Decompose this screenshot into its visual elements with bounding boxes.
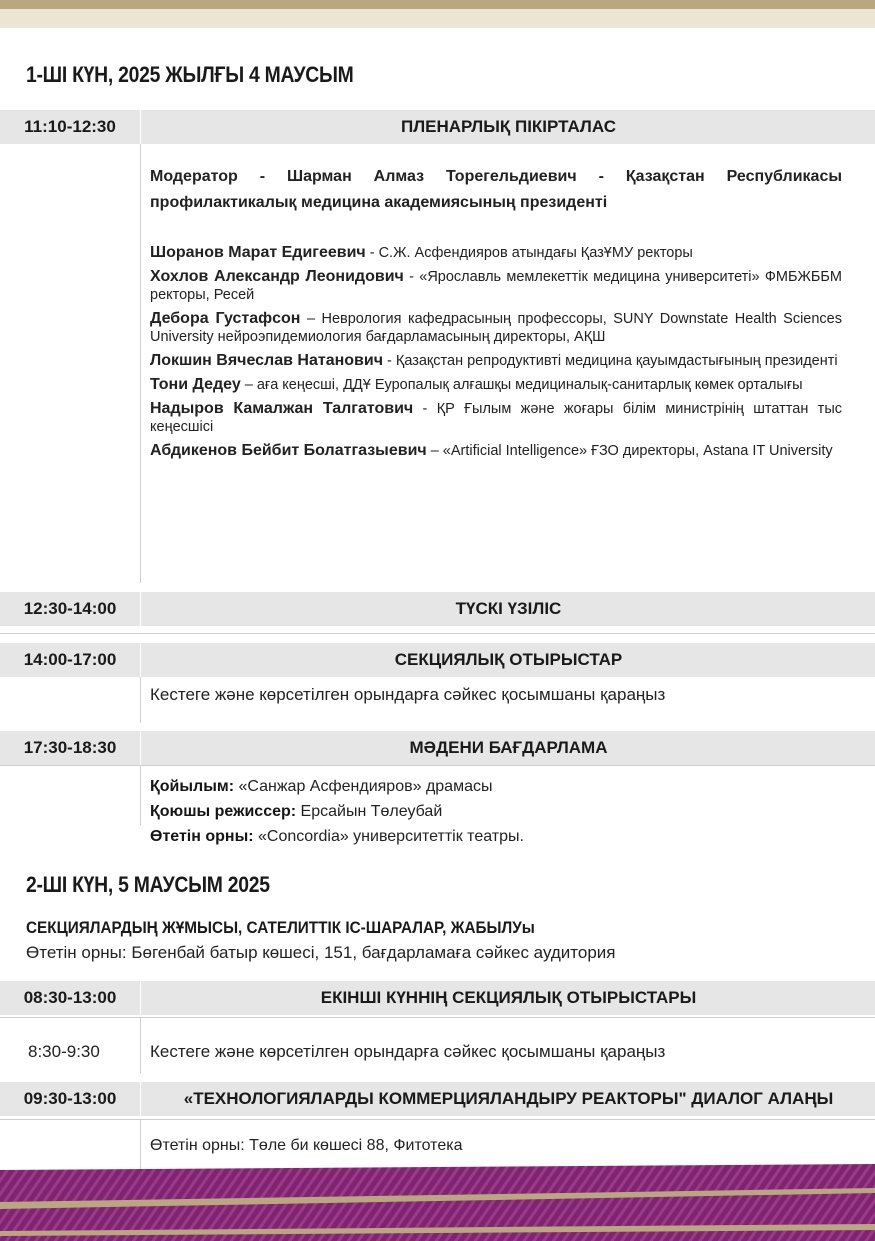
speaker-role: - «Ярославль мемлекеттік медицина университеті» ФМБЖББМ ректоры, Ресей xyxy=(150,269,842,303)
day2-row-time: 8:30-9:30 xyxy=(28,1042,100,1061)
day2-sections-header xyxy=(0,981,875,1015)
sections-time: 14:00-17:00 xyxy=(23,650,117,669)
speaker xyxy=(150,352,842,370)
culture-value: «Санжар Асфендияров» драмасы xyxy=(234,778,493,795)
dialog-header xyxy=(0,1082,875,1116)
time-column-line xyxy=(140,765,141,825)
culture-label: Қоюшы режиссер: xyxy=(150,803,297,820)
speaker-name: Надыров Камалжан Талгатович xyxy=(150,400,414,417)
culture-line xyxy=(150,824,842,849)
column-divider xyxy=(140,981,141,1015)
culture-header xyxy=(0,731,875,765)
row-separator xyxy=(0,765,875,766)
column-divider xyxy=(140,1082,141,1116)
dialog-title: «ТЕХНОЛОГИЯЛАРДЫ КОММЕРЦИЯЛАНДЫРУ РЕАКТОРЫ" ДИАЛОГ АЛАҢЫ xyxy=(183,1089,834,1108)
speaker-role: – «Artificial Intelligence» ҒЗО директоры, Astana IT University xyxy=(426,443,833,459)
dialog-time: 09:30-13:00 xyxy=(23,1089,117,1108)
plenary-header xyxy=(0,110,875,144)
speaker-role: - С.Ж. Асфендияров атындағы ҚазҰМУ ректоры xyxy=(365,245,693,261)
culture-value: Ерсайын Төлеубай xyxy=(296,803,443,820)
day1-heading: 1-ШІ КҮН, 2025 ЖЫЛҒЫ 4 МАУСЫМ xyxy=(26,62,354,87)
sections-note: Кестеге және көрсетілген орындарға сәйкес қосымшаны қараңыз xyxy=(150,685,666,704)
culture-time: 17:30-18:30 xyxy=(23,738,117,757)
speaker-name: Шоранов Марат Едигеевич xyxy=(150,244,366,261)
culture-value: «Concordia» университеттік театры. xyxy=(253,828,524,845)
top-decorative-band xyxy=(0,0,875,28)
speaker xyxy=(150,244,842,262)
time-column-line xyxy=(140,677,141,723)
culture-label: Қойылым: xyxy=(150,778,235,795)
speaker-name: Хохлов Александр Леонидович xyxy=(150,268,404,285)
culture-content xyxy=(150,774,842,849)
culture-label: Өтетін орны: xyxy=(150,828,254,845)
column-divider xyxy=(140,592,141,626)
time-column-line xyxy=(140,144,141,583)
culture-line xyxy=(150,774,842,799)
plenary-time: 11:10-12:30 xyxy=(24,117,116,136)
sections-header xyxy=(0,643,875,677)
row-separator xyxy=(0,1119,875,1120)
day2-sections-time: 08:30-13:00 xyxy=(23,988,117,1007)
speaker-name: Абдикенов Бейбит Болатгазыевич xyxy=(150,442,427,459)
culture-title: МӘДЕНИ БАҒДАРЛАМА xyxy=(409,738,608,757)
column-divider xyxy=(140,110,141,144)
dialog-venue: Өтетін орны: Төле би көшесі 88, Фитотека xyxy=(150,1137,463,1154)
speaker xyxy=(150,268,842,304)
day2-heading: 2-ШІ КҮН, 5 МАУСЫМ 2025 xyxy=(26,872,270,897)
plenary-title: ПЛЕНАРЛЫҚ ПІКІРТАЛАС xyxy=(401,117,616,136)
day2-subheading: СЕКЦИЯЛАРДЫҢ ЖҰМЫСЫ, САТЕЛИТТІК ІС-ШАРАЛАР, ЖАБЫЛУы xyxy=(26,918,535,937)
day2-sections-title: ЕКІНШІ КҮННІҢ СЕКЦИЯЛЫҚ ОТЫРЫСТАРЫ xyxy=(320,988,697,1007)
speaker-name: Тони Дедеу xyxy=(150,376,241,393)
speaker-role: – аға кеңесші, ДДҰ Еуропалық алғашқы медициналық-санитарлық көмек орталығы xyxy=(240,377,803,393)
row-separator xyxy=(0,633,875,634)
speaker-role: - ҚР Ғылым және жоғары білім министрінің штаттан тыс кеңесшісі xyxy=(150,401,842,435)
lunch-header xyxy=(0,592,875,626)
speaker xyxy=(150,442,842,460)
moderator: Модератор - Шарман Алмаз Торегельдиевич - Қазақстан Республикасы профилактикалық медицина академиясының президенті xyxy=(150,168,842,211)
sections-title: СЕКЦИЯЛЫҚ ОТЫРЫСТАР xyxy=(394,650,623,669)
speaker xyxy=(150,310,842,346)
speaker xyxy=(150,400,842,436)
speaker-role: - Қазақстан репродуктивті медицина қауымдастығының президенті xyxy=(382,353,838,369)
speaker-name: Локшин Вячеслав Натанович xyxy=(150,352,383,369)
column-divider xyxy=(140,643,141,677)
footer-decorative-band xyxy=(0,1164,875,1241)
speaker-role: – Неврология кафедрасының профессоры, SUNY Downstate Health Sciences University нейроэпидемиология бағдарламасының директоры, АҚШ xyxy=(150,311,842,345)
plenary-content xyxy=(150,164,842,466)
row-separator xyxy=(0,1017,875,1018)
culture-line xyxy=(150,799,842,824)
column-divider xyxy=(140,731,141,765)
day2-venue: Өтетін орны: Бөгенбай батыр көшесі, 151, бағдарламаға сәйкес аудитория xyxy=(26,943,616,962)
lunch-title: ТҮСКІ ҮЗІЛІС xyxy=(455,599,562,618)
lunch-time: 12:30-14:00 xyxy=(23,599,117,618)
time-column-line xyxy=(140,1017,141,1073)
day2-sections-note: Кестеге және көрсетілген орындарға сәйкес қосымшаны қараңыз xyxy=(150,1042,666,1061)
speaker xyxy=(150,376,842,394)
speaker-name: Дебора Густафсон xyxy=(150,310,301,327)
